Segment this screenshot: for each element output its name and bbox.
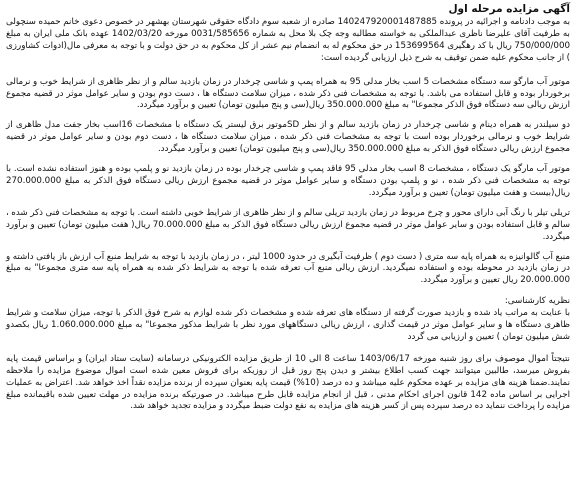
auction-conditions: نتیجتاً اموال موصوف برای روز شنبه مورخه 1403/06/17 ساعت 8 الی 10 از طریق مزایده الکترونیکی درسامانه (سایت ستاد ایران) و براساس قیمت پایه بفروش میرسد، طالبین میتوانند جهت کسب اطلاع بیشتر و دیدن پنج روز قبل از روزیکه برای فروش معین شده است اموال موضوع مزایده را ملاحظه نمایند.ضمنا هزینه های مزایده بر عهده محکوم علیه میباشد و ده درصد (10%) قیمت پایه بعنوان سپرده از برنده مزایده نقداً اخذ خواهد شد. اعتراض به عملیات اجرایی بر اساس ماده 142 قانون اجرای احکام مدنی ، قبل از انجام مزایده قابل طرح میباشد. در صورتیکه برنده مزایده در مهلت تعیین شده باقیمانده مبلغ مزایده را پرداخت ننماید ده درصد سپرده پس از کسر هزینه های مزایده به نفع دولت ضبط میگردد و مزایده تجدید خواهد شد. <box>6 353 571 412</box>
opinion-heading: نظریه کارشناسی: <box>504 296 570 307</box>
item-5: منبع آب گالوانیزه به همراه پایه سه متری ( دست دوم ) ظرفیت آبگیری در حدود 1000 لیتر ، در زمان بازدید با توجه به شرایط منبع آب ارزش باز یافتی داشته و در زمان بازدید در محوطه بوده و استفاده نمیگردید. ارزش ریالی منبع آب تعرفه شده با توجه به شرایط ذکر شده به همراه پایه سه متری مجموعا" به مبلغ 20.000.000 ریال تعیین و برآورد میگردد. <box>6 251 570 286</box>
notice-title: آگهی مزایده مرحله اول <box>448 3 570 15</box>
item-1: موتور آب مارگو سه دستگاه مشخصات 5 اسب بخار مدلی 95 به همراه پمپ و شاسی چرخدار در زمان بازدید سالم و از نظر ظاهری از شرایط خوب و نرمالی برخوردار بوده و قابل استفاده می باشد. با توجه به مشخصات فنی ذکر شده ، میزان سلامت دستگاه ها ، دست دوم بودن و سایر عوامل موثر در قضیه مجموع ارزش ریالی سه دستگاه فوق الذکر مجموعا" به مبلغ 350.000.000 ریال(سی و پنج میلیون تومان) تعیین و برآورد میگردد. <box>6 76 570 111</box>
expert-opinion: با عنایت به مراتب یاد شده و بازدید صورت گرفته از دستگاه های تعرفه شده و مشخصات ذکر شده لوازم به شرح فوق الذکر با توجه، میزان سلامت و شرایط ظاهری دستگاه ها و سایر عوامل موثر در قیمت گذاری ، ارزش ریالی دستگاههای مورد نظر با شرایط مذکور مجموعا" به مبلغ 1.060.000.000 ریال بکصدو شش میلیون تومان ) تعیین و ارزیابی می گردد <box>6 308 571 342</box>
item-4: تریلی تیلر با رنگ آبی دارای محور و چرخ مربوط در زمان بازدید تریلی سالم و از نظر ظاهری از شرایط خوبی داشته است. با توجه به مشخصات فنی ذکر شده ، سالم و قابل استفاده بودن و سایر عوامل موثر در قضیه مجموع ارزش ریالی دستگاه فوق الذکر به مبلغ 70.000.000 ریال( هفت میلیون تومان) تعیین و برآورد میگردد. <box>6 207 570 242</box>
item-2: دو سیلندر به همراه دینام و شاسی چرخدار در زمان بازدید سالم و از نظر SDموتور برق لیستر یک دستگاه با مشخصات 16اسب بخار جفت مدل ظاهری از شرایط خوب و نرمالی برخوردار بوده است با توجه به مشخصات فنی ذکر شده ، میزان سلامت دستگاه ها ، دست دوم بودن و سایر عوامل موثر در قضیه مجموع ارزش ریالی دستگاه فوق الذکر به مبلغ 350.000.000 ریال(سی و پنج میلیون تومان) تعیین و برآورد میگردد. <box>6 120 570 155</box>
notice-intro: به موجب دادنامه و اجرائیه در پرونده 140247920001487885 صادره از شعبه سوم دادگاه حقوقی شهرستان بهشهر در خصوص دعوی خانم حمیده سنچولی به طرفیت آقای علیرضا ناظری عبدالملکی به خواسته مطالبه وجه چک بلا محل به شماره 0031/585656 مورخه 1402/03/20 عهده بانک ملی ایران به مبلغ 750/000/000 ریال با کد رهگیری 153699564 در حق محکوم له به انضمام نیم عشر از کل محکوم به در حق دولت و با توجه به معرفی مال(ادوات کشاورزی ) از جانب محکوم علیه ضمن توقیف به شرح ذیل ارزیابی گردیده است: <box>6 17 571 63</box>
item-3: موتور آب مارگو یک دستگاه ، مشخصات 8 اسب بخار مدلی 95 فاقد پمپ و شاسی چرخدار بوده در زمان بازدید نو و پلمپ بوده و هنوز استفاده نشده است. با توجه به مشخصات فنی ذکر شده ، نو و پلمپ بودن دستگاه و سایر عوامل موثر در قضیه مجموع ارزش ریالی دستگاه فوق الذکر به مبلغ 270.000.000 ریال(بیست و هفت میلیون تومان) تعیین و برآورد میگردد. <box>6 164 570 198</box>
